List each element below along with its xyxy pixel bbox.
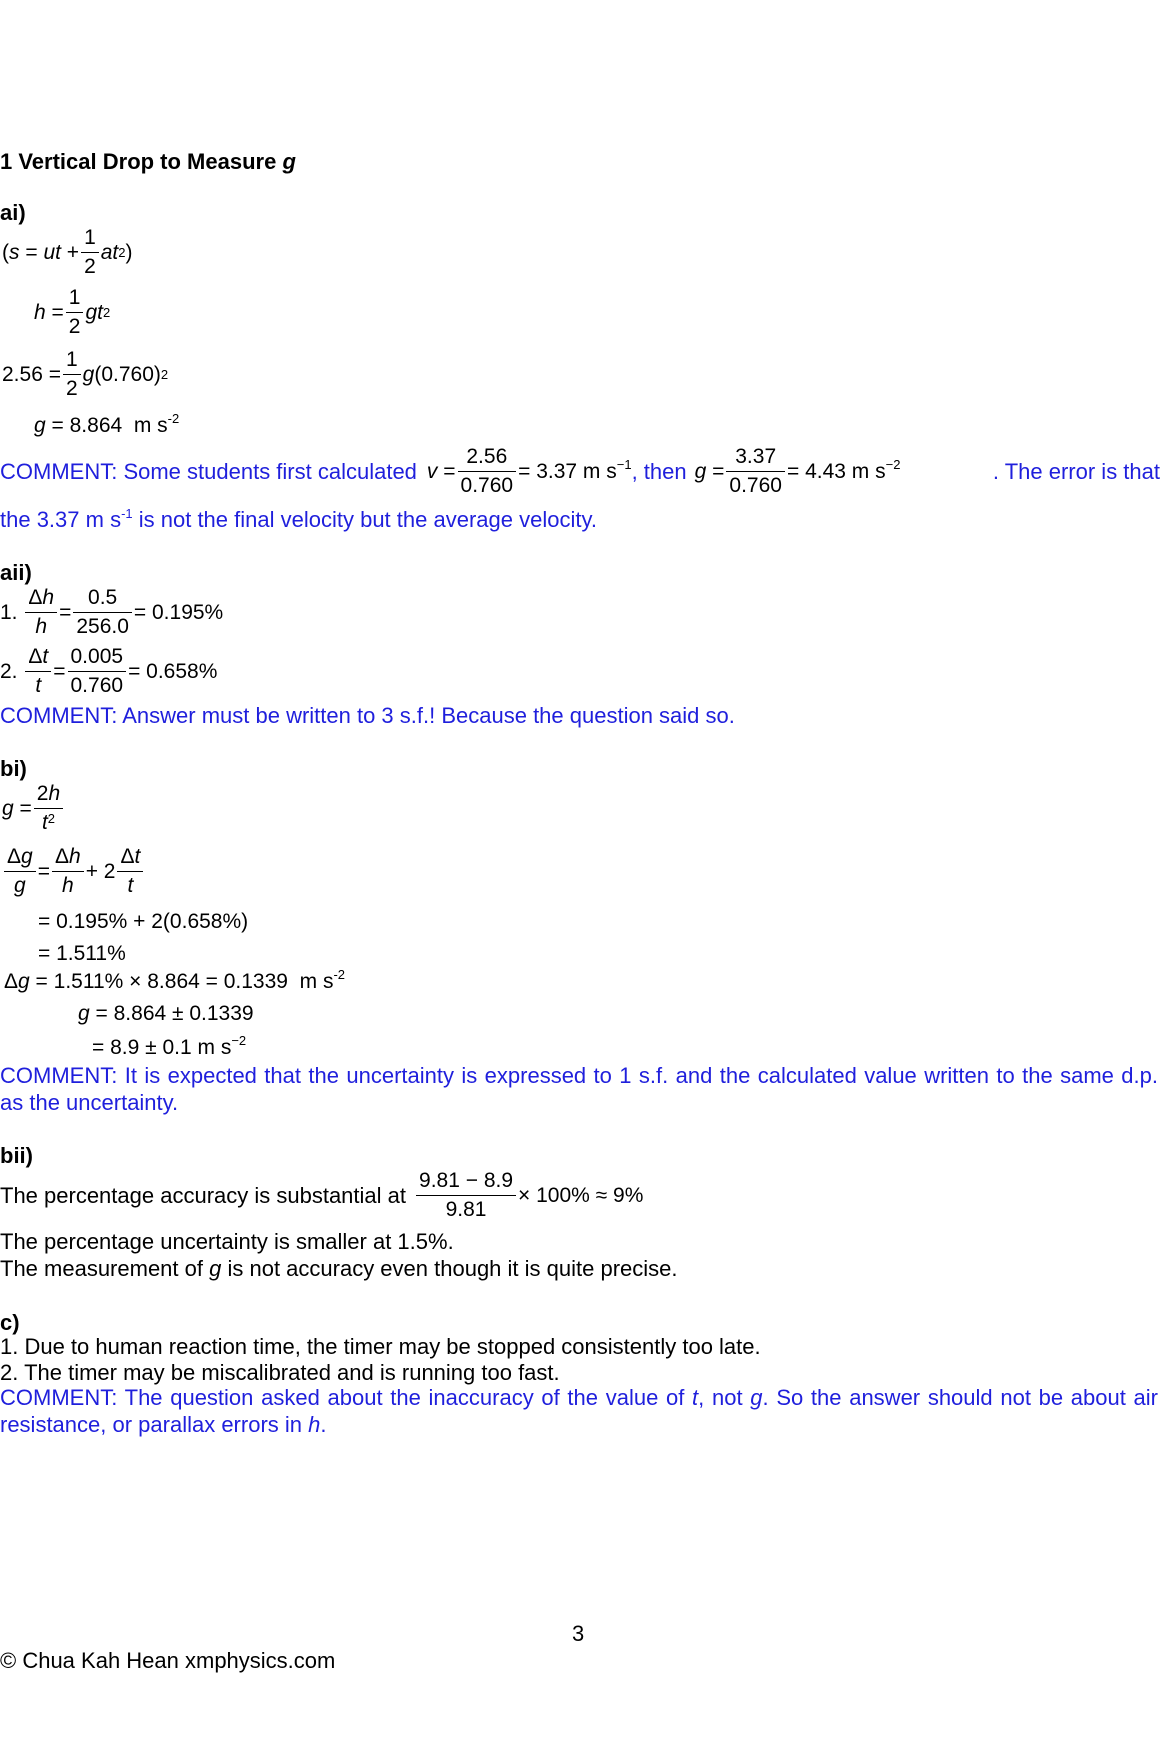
part-label-aii: aii) (0, 560, 32, 585)
equation-t-uncertainty: 2. $\frac{\Delta t}{t}$ = $\frac{0.005}{0.760}$ = 0.658% (0, 645, 218, 697)
comment-c: COMMENT: The question asked about the inaccuracy of the value of t, not g. So the answer should not be about air resistance, or parallax errors in h. (0, 1385, 1158, 1437)
equation-total-percent: = 1.511% (38, 942, 126, 965)
section-title: 1 Vertical Drop to Measure g (0, 149, 296, 174)
part-label-bi: bi) (0, 756, 27, 781)
equation-sum: = 0.195% + 2(0.658%) (38, 910, 249, 933)
equation-h-uncertainty: 1. $\frac{\Delta h}{h}$ = $\frac{0.5}{256.0}$ = 0.195% (0, 586, 224, 638)
equation-h: h = $\frac{1}{2}$ gt 2 (34, 286, 111, 338)
equation-delta-g: Δg = 1.511% × 8.864 = 0.1339 m $s^{-2}$ (4, 967, 346, 993)
part-label-bii: bii) (0, 1143, 33, 1168)
comment-ai-line2: the 3.37 m $s^{-1}$ is not the final velocity but the average velocity. (0, 506, 597, 532)
c-line2: 2. The timer may be miscalibrated and is running too fast. (0, 1360, 560, 1385)
equation-g-result: g = 8.864 m $s^{-2}$ (34, 411, 180, 437)
part-label-c: c) (0, 1310, 20, 1335)
equation-suvat: ( s = ut + $\frac{1}{2}$ at 2 ) (2, 226, 133, 278)
comment-ai-line1: COMMENT: Some students first calculated v = $\frac{2.56}{0.760}$ = 3.37 m $s^{-1}$ , then g = $\frac{3.37}{0.760}$ = 4.43 m $s^{-2}$ . The error is that (0, 445, 1160, 497)
comment-bi: COMMENT: It is expected that the uncertainty is expressed to 1 s.f. and the calculated value written to the same d.p. as the uncertainty. (0, 1063, 1158, 1115)
comment-aii: COMMENT: Answer must be written to 3 s.f.! Because the question said so. (0, 703, 735, 728)
bii-line2: The percentage uncertainty is smaller at 1.5%. (0, 1229, 454, 1254)
bii-line3: The measurement of g is not accuracy even though it is quite precise. (0, 1256, 678, 1281)
bii-line1: The percentage accuracy is substantial at $\frac{9.81 - 8.9}{9.81}$ × 100% ≈ 9% (0, 1169, 644, 1221)
equation-relative-uncertainty: $\frac{\Delta g}{g}$ = $\frac{\Delta h}{h}$ + 2 $\frac{\Delta t}{t}$ (2, 843, 145, 900)
equation-g-formula: g = $\frac{2h}{t^2}$ (2, 780, 65, 837)
page-number: 3 (572, 1621, 585, 1646)
equation-substitution: 2.56 = $\frac{1}{2}$ g (0.760) 2 (2, 348, 169, 400)
equation-g-final: = 8.9 ± 0.1 m $s^{-2}$ (92, 1033, 247, 1059)
footer-copyright: © Chua Kah Hean xmphysics.com (0, 1648, 336, 1673)
c-line1: 1. Due to human reaction time, the timer may be stopped consistently too late. (0, 1334, 761, 1359)
part-label-ai: ai) (0, 200, 26, 225)
equation-g-with-uncertainty: g = 8.864 ± 0.1339 (78, 1002, 254, 1025)
